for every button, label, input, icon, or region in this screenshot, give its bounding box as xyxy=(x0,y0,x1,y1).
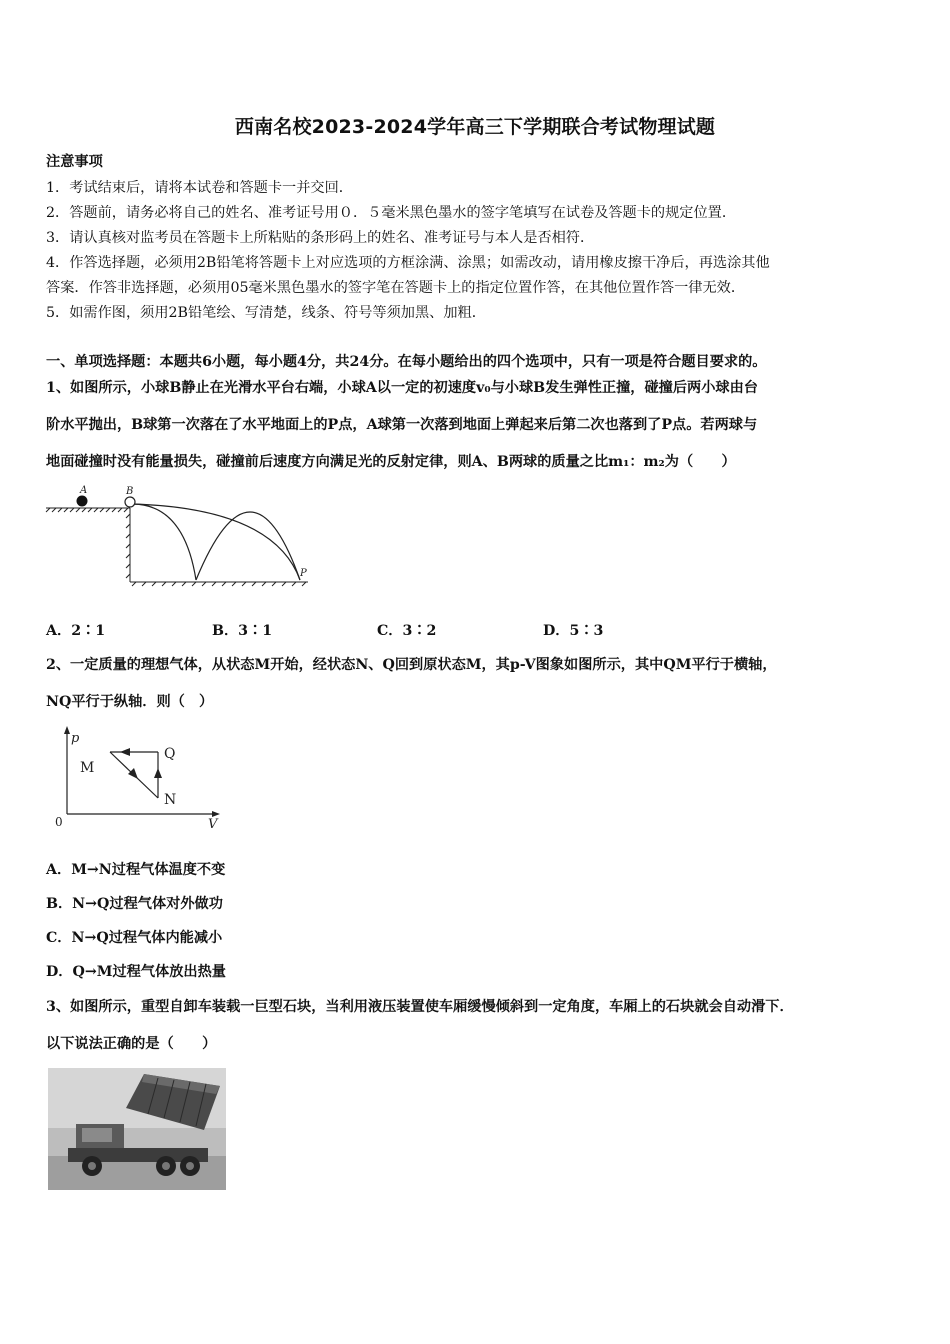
ball-b-icon xyxy=(125,497,135,507)
option-a[interactable]: A．2∶1 xyxy=(46,623,106,639)
question-1-options xyxy=(46,620,746,640)
notice-item: 2．答题前，请务必将自己的姓名、准考证号用０．５毫米黑色墨水的签字笔填写在试卷及答题卡的规定位置． xyxy=(46,205,737,221)
arrow-m-to-n-icon xyxy=(128,768,138,779)
state-n-label: N xyxy=(164,792,177,808)
option-d[interactable]: D．5∶3 xyxy=(543,623,604,639)
option-b[interactable]: B．3∶1 xyxy=(212,623,273,639)
notice-item: 5．如需作图，须用2B铅笔绘、写清楚，线条、符号等须加黑、加粗． xyxy=(46,305,486,321)
ball-a-icon xyxy=(77,496,88,507)
dump-truck-icon xyxy=(48,1068,226,1190)
state-q-label: Q xyxy=(164,746,176,762)
notice-item: 4．作答选择题，必须用2B铅笔将答题卡上对应选项的方框涂满、涂黑；如需改动，请用橡皮擦干净后，再选涂其他 xyxy=(46,255,770,271)
question-1-figure xyxy=(44,484,314,594)
axis-p-label: p xyxy=(71,731,80,746)
arrow-n-to-q-icon xyxy=(154,768,162,778)
state-m-label: M xyxy=(80,760,95,776)
option-c[interactable]: C．N→Q过程气体内能减小 xyxy=(46,930,223,946)
section-heading: 一、单项选择题：本题共6小题，每小题4分，共24分。在每小题给出的四个选项中，只有一项是符合题目要求的。 xyxy=(46,354,767,370)
page-title: 西南名校2023-2024学年高三下学期联合考试物理试题 xyxy=(234,116,716,138)
question-2-text: NQ平行于纵轴．则（ ） xyxy=(46,694,214,710)
question-3-text: 以下说法正确的是（ ） xyxy=(46,1036,217,1052)
origin-label: 0 xyxy=(55,815,63,829)
question-3-text: 3、如图所示，重型自卸车装载一巨型石块，当利用液压装置使车厢缓慢倾斜到一定角度，车厢上的石块就会自动滑下． xyxy=(46,999,794,1015)
option-a[interactable]: A．M→N过程气体温度不变 xyxy=(46,862,226,878)
label-b: B xyxy=(126,486,134,497)
notice-item: 3．请认真核对监考员在答题卡上所粘贴的条形码上的姓名、准考证号与本人是否相符． xyxy=(46,230,595,246)
question-2-text: 2、一定质量的理想气体，从状态M开始，经状态N、Q回到原状态M，其p-V图象如图所示，其中QM平行于横轴， xyxy=(46,657,777,673)
option-c[interactable]: C．3∶2 xyxy=(377,623,437,639)
notice-item: 答案．作答非选择题，必须用05毫米黑色墨水的签字笔在答题卡上的指定位置作答，在其他位置作答一律无效． xyxy=(46,280,746,296)
notice-item: 1．考试结束后，请将本试卷和答题卡一并交回． xyxy=(46,180,353,196)
question-1-text: 1、如图所示，小球B静止在光滑水平台右端，小球A以一定的初速度v₀与小球B发生弹性正撞，碰撞后两小球由台 xyxy=(46,380,758,396)
label-a: A xyxy=(80,485,88,496)
arrow-q-to-m-icon xyxy=(120,748,130,756)
question-2-pv-figure xyxy=(50,722,230,832)
notice-heading: 注意事项 xyxy=(46,154,103,170)
dump-truck-photo xyxy=(48,1068,226,1190)
question-1-text: 阶水平抛出，B球第一次落在了水平地面上的P点，A球第一次落到地面上弹起来后第二次也落到了P点。若两球与 xyxy=(46,417,758,433)
option-b[interactable]: B．N→Q过程气体对外做功 xyxy=(46,896,223,912)
question-1-text: 地面碰撞时没有能量损失，碰撞前后速度方向满足光的反射定律，则A、B两球的质量之比m₁：m₂为（ ） xyxy=(46,454,736,470)
axis-v-label: V xyxy=(208,817,218,832)
option-d[interactable]: D．Q→M过程气体放出热量 xyxy=(46,964,226,980)
label-p: P xyxy=(300,568,307,579)
